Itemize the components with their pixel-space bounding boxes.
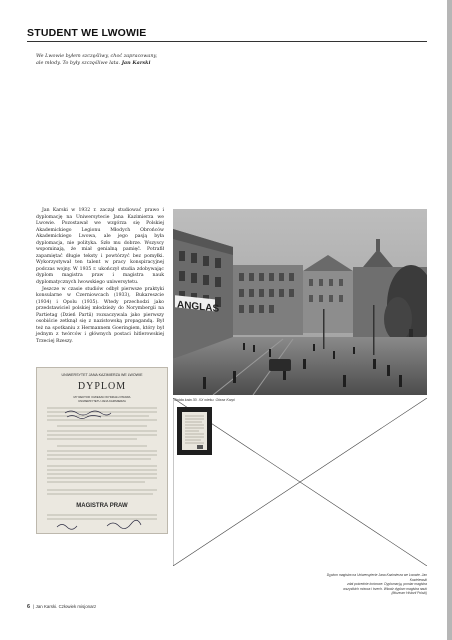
intro-line-2 xyxy=(36,60,196,67)
document-small-image xyxy=(177,407,212,455)
title-rule xyxy=(27,41,427,42)
street-photo xyxy=(173,209,427,395)
diploma-grant-title: MAGISTRA PRAW xyxy=(76,503,128,509)
bottom-caption-line-4: (Muzeum Historii Polski) xyxy=(391,591,427,596)
intro-quote xyxy=(36,53,196,67)
page-footer xyxy=(27,604,96,610)
article-title: STUDENT WE LWOWIE xyxy=(27,27,147,39)
diploma-university: UNIWERSYTET JANA KAZIMIERZA WE LWOWIE xyxy=(61,373,143,377)
diploma-sub-2: UNIWERSYTETU JANA KAZIMIERZA xyxy=(78,399,126,403)
photo-caption: Swida kata 30. XX wieku. Obraz Karpi xyxy=(174,398,235,402)
body-paragraph-1: Jan Karski w 1932 r. zaczął studiować prawo i dyplomację na Uniwersytecie Jana Kazimierza we Lwowie. Pozostawał we wzgórza się Polskiej Akademickiego Legionu Młodych Obrońców Akademickiego Lwowa, ale jego pasją była dyplomacja, nie polityka. Szło mu dobrze. Wszyscy wspominają, że miał genialną pamięć. Potrafił zapamiętać długie teksty i powtórzyć bez pomyłki. Wykorzystywał ten talent w pracy konspiracyjnej podczas wojny. W 1935 r. ukończył studia zdobywając dyplom magistra praw i magistra nauk dyplomatycznych lwowskiego uniwersytetu. xyxy=(36,208,164,286)
intro-line-1: We Lwowie byłem szczęśliwy, choć zapracowany, xyxy=(36,53,158,59)
intro-line-2-text: ale młody. To były szczęśliwe lata. xyxy=(36,60,121,66)
intro-author: Jan Karski xyxy=(121,60,151,66)
diploma-body-lines xyxy=(37,404,167,504)
article-body xyxy=(36,208,164,345)
diploma-image xyxy=(36,367,168,534)
diploma-signatures xyxy=(37,512,167,532)
street-photo-image xyxy=(173,209,427,395)
page-number: 6 xyxy=(27,604,31,610)
footer-text: Jan Karski. Człowiek misjonarz xyxy=(35,604,97,609)
bottom-caption-line-3: wszystkich mówca i trzech. Wkodz dyplom magistra nauk xyxy=(343,586,427,591)
bottom-caption xyxy=(323,573,427,596)
diploma-sub-1: MY REKTOR I DZIEKAN WYDZIAŁU PRAWA xyxy=(73,395,131,399)
bottom-caption-line-1: Dyplom magistra na Uniwersytecie Jana Kazimierza we Lwowie. Jan Kozielewski xyxy=(326,573,427,582)
footer-separator: | xyxy=(33,604,35,609)
document-small-photo xyxy=(177,407,212,455)
page-edge xyxy=(447,0,452,640)
street-sign-text: ANGLAS xyxy=(177,299,220,315)
body-paragraph-2: Jeszcze w czasie studiów odbył pierwsze praktyki konsularne w Czerniowcach (1933), Bukareszcie (1934) i Opolu (1935). Wtedy przechodzi jako przedstawiciel polskiej młodzieży do Norymbergii na Partietag (Dzień Partii) rozsaczywala jako pierwszy osobiście zetknął się z nazistowską propagandą. Był też na spotkaniu z Hermannem Goeringiem, który był jednym z twórców i głównych postaci hitlerowskiej Trzeciej Rzeszy. xyxy=(36,286,164,344)
bottom-caption-line-2: zdał pośrednie końcowe. Dyplomacją, pomiar magistra xyxy=(347,582,427,587)
diploma-word: DYPLOM xyxy=(77,381,127,392)
